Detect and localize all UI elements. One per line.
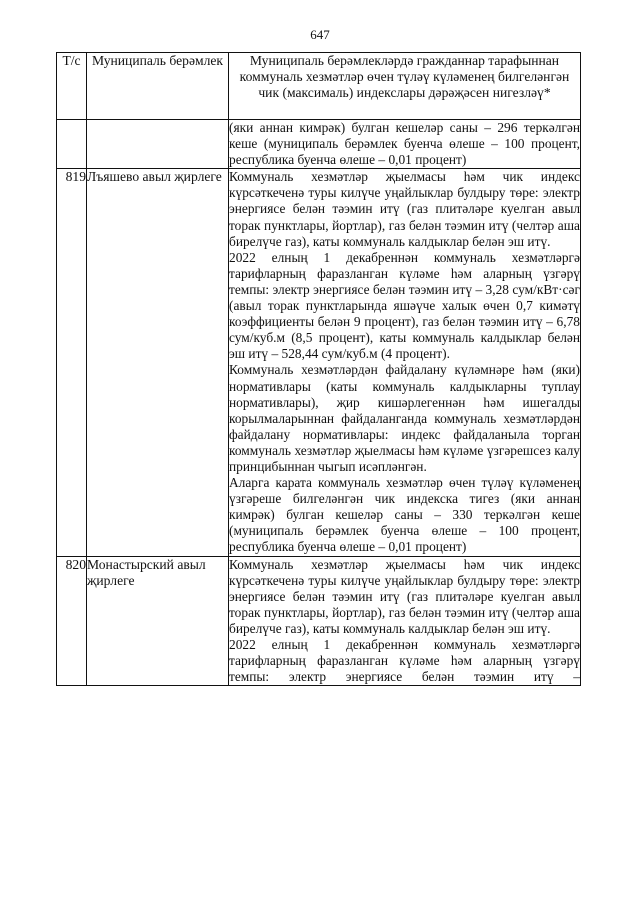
paragraph-tariffs: 2022 елның 1 декабреннән коммуналь хезмәтләргә тарифларның фаразланган күләме һәм аларның үзгәрү темпы: электр энергиясе белән тәэмин итү – (229, 637, 580, 685)
table-header-row (57, 53, 581, 120)
paragraph-amenities: Коммуналь хезмәтләр җыелмасы һәм чик индекс күрсәткеченә туры килүче уңайлыклар булдыру төре: электр энергиясе белән тәэмин итү (газ плитәләре куелган авыл торак пунктлары, йортлар), газ белән тәэмин итү (челтәр аша бирелүче газ), каты коммуналь калдыклар белән эш итү. (229, 556, 580, 636)
continuation-municipality-cell (87, 120, 229, 169)
row-description (229, 556, 581, 686)
paragraph-amenities: Коммуналь хезмәтләр җыелмасы һәм чик индекс күрсәткеченә туры килүче уңайлыклар булдыру төре: электр энергиясе белән тәэмин итү (газ плитәләре куелган авыл торак пунктлары, йортлар), газ белән тәэмин итү (челтәр аша бирелүче газ), каты коммуналь калдыклар белән эш итү. (229, 169, 580, 249)
row-number: 820 (57, 556, 87, 686)
header-municipality: Муниципаль берәмлек (87, 53, 229, 120)
row-municipality: Лъяшево авыл җирлеге (87, 169, 229, 556)
continuation-text-cell (229, 120, 581, 169)
row-number: 819 (57, 169, 87, 556)
header-no: Т/с (57, 53, 87, 120)
row-description (229, 169, 581, 556)
tariff-index-table (56, 52, 581, 686)
row-municipality: Монастырский авыл җирлеге (87, 556, 229, 686)
page-number: 647 (310, 27, 330, 42)
continuation-row (57, 120, 581, 169)
paragraph-tariffs: 2022 елның 1 декабреннән коммуналь хезмәтләргә тарифларның фаразланган күләме һәм аларның үзгәрү темпы: электр энергиясе белән тәэмин итү – 3,28 сум/кВт·сәг (авыл торак пунктларында яшәүче халык өчен 0,7 кимәтү коэффициенты белән 9 процент), газ белән тәэмин итү – 6,78 сум/куб.м (8,5 процент), каты коммуналь калдыклар белән эш итү – 528,44 сум/куб.м (4 процент). (229, 249, 580, 362)
paragraph-norms: Коммуналь хезмәтләрдән файдалану күләмнәре һәм (яки) нормативлары (каты коммуналь калдыкларны туплау нормативлары), җир кишәрлегеннән һәм ишегалды корылмаларыннан файдаланганда коммуналь хезмәтләрдән файдалану нормативлары: индекс файдаланыла торган коммуналь хезмәтләр җыелмасы һәм күләме үзгәрешсез калу принцибыннан чыгып исәпләнгән. (229, 362, 580, 474)
continuation-no-cell (57, 120, 87, 169)
table-row (57, 556, 581, 686)
paragraph-population: Аларга карата коммуналь хезмәтләр өчен түләү күләменең үзгәреше билгеләнгән чик индекска тигез (яки аннан кимрәк) булган кешеләр саны – 330 теркәлгән кеше (муниципаль берәмлек буенча өлеше – 100 процент, республика буенча өлеше – 0,01 процент) (229, 475, 580, 555)
header-description: Муниципаль берәмлекләрдә гражданнар тарафыннан коммуналь хезмәтләр өчен түләү күләменең билгеләнгән чик (максималь) индекслары дәрәҗәсен нигезләү* (229, 53, 581, 120)
continuation-paragraph: (яки аннан кимрәк) булган кешеләр саны – 296 теркәлгән кеше (муниципаль берәмлек буенча өлеше – 100 процент, республика буенча өлеше – 0,01 процент) (229, 120, 580, 168)
table-row (57, 169, 581, 556)
